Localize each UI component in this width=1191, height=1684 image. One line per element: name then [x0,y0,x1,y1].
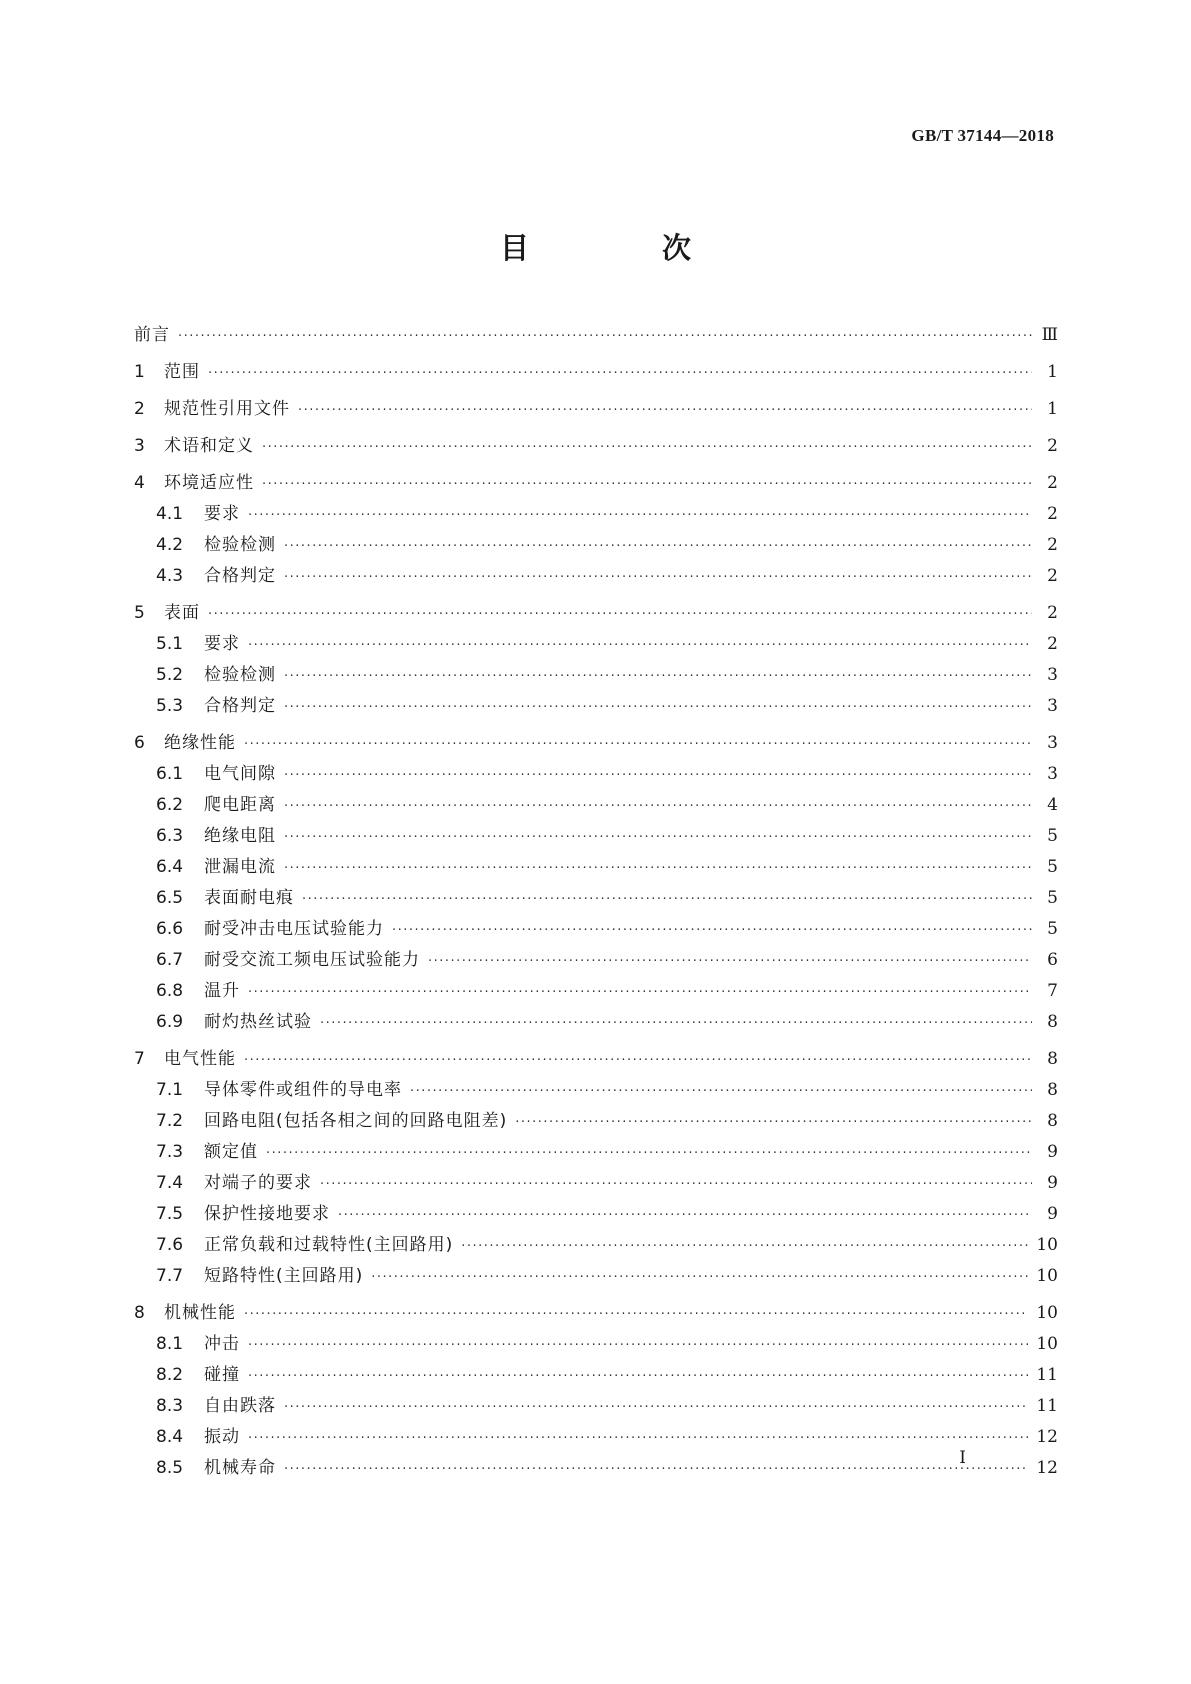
toc-dot-leader [284,791,1032,822]
toc-dot-leader [248,1330,1028,1361]
toc-entry-page: 11 [1036,1365,1058,1385]
toc-entry-page: 3 [1047,665,1058,685]
toc-entry[interactable] [134,320,1058,351]
toc-entry-label: 要求 [204,634,240,654]
toc-entry[interactable] [134,598,1058,629]
toc-entry-label: 绝缘电阻 [204,826,276,846]
toc-entry[interactable] [134,660,1058,691]
toc-entry-label: 表面 [164,603,200,623]
toc-entry[interactable] [134,357,1058,388]
toc-entry-label: 范围 [164,362,200,382]
toc-dot-leader [208,358,1032,389]
toc-entry-label: 耐受冲击电压试验能力 [204,919,384,939]
toc-dot-leader [410,1076,1032,1107]
toc-entry-page: 8 [1047,1111,1058,1131]
toc-entry-page: 12 [1036,1427,1058,1447]
toc-entry-number: 6.2 [156,795,184,815]
toc-entry[interactable] [134,1199,1058,1230]
toc-dot-leader [392,915,1032,946]
toc-entry[interactable] [134,468,1058,499]
toc-entry-label: 术语和定义 [164,436,254,456]
toc-entry-number: 7 [134,1049,145,1069]
toc-dot-leader [320,1169,1032,1200]
toc-dot-leader [248,1423,1028,1454]
toc-entry-number: 6.4 [156,857,184,877]
toc-dot-leader [338,1200,1032,1231]
toc-entry[interactable] [134,629,1058,660]
toc-dot-leader [244,1299,1028,1330]
toc-entry-number: 6.9 [156,1012,184,1032]
toc-entry[interactable] [134,1075,1058,1106]
toc-dot-leader [371,1262,1028,1293]
toc-entry-number: 7.3 [156,1142,184,1162]
toc-entry-number: 6.7 [156,950,184,970]
toc-entry[interactable] [134,1298,1058,1329]
toc-entry-label: 合格判定 [204,696,276,716]
toc-dot-leader [262,469,1032,500]
toc-entry[interactable] [134,914,1058,945]
toc-entry-number: 3 [134,436,145,456]
toc-entry[interactable] [134,1230,1058,1261]
toc-entry-number: 4.1 [156,504,184,524]
toc-entry-label: 冲击 [204,1334,240,1354]
toc-entry-number: 8.1 [156,1334,184,1354]
toc-entry-number: 1 [134,362,145,382]
toc-entry-label: 正常负载和过载特性(主回路用) [204,1235,454,1255]
toc-entry-label: 前言 [134,325,170,345]
toc-entry-number: 7.6 [156,1235,184,1255]
toc-entry[interactable] [134,759,1058,790]
toc-dot-leader [284,1454,1028,1485]
toc-entry-page: 5 [1047,826,1058,846]
toc-entry-page: 10 [1036,1334,1058,1354]
toc-entry-page: 5 [1047,857,1058,877]
toc-entry-number: 6 [134,733,145,753]
toc-dot-leader [284,562,1032,593]
toc-entry[interactable] [134,852,1058,883]
toc-entry[interactable] [134,883,1058,914]
toc-entry[interactable] [134,1261,1058,1292]
toc-entry-label: 要求 [204,504,240,524]
toc-entry-number: 8.5 [156,1458,184,1478]
toc-entry[interactable] [134,1106,1058,1137]
toc-entry-label: 保护性接地要求 [204,1204,330,1224]
toc-entry-page: 2 [1047,535,1058,555]
toc-dot-leader [428,946,1032,977]
toc-entry-number: 5.1 [156,634,184,654]
toc-entry-label: 合格判定 [204,566,276,586]
footer-page-number: I [959,1448,966,1468]
toc-entry[interactable] [134,1044,1058,1075]
toc-entry-label: 耐受交流工频电压试验能力 [204,950,420,970]
toc-dot-leader [284,531,1032,562]
toc-entry-page: 11 [1036,1396,1058,1416]
toc-entry-label: 对端子的要求 [204,1173,312,1193]
toc-entry-page: 7 [1047,981,1058,1001]
toc-entry-page: 3 [1047,696,1058,716]
toc-entry[interactable] [134,1360,1058,1391]
toc-entry-label: 表面耐电痕 [204,888,294,908]
toc-dot-leader [302,884,1032,915]
toc-entry-label: 机械性能 [164,1303,236,1323]
toc-entry[interactable] [134,394,1058,425]
toc-dot-leader [244,1045,1032,1076]
toc-entry-label: 温升 [204,981,240,1001]
toc-entry[interactable] [134,431,1058,462]
toc-entry-page: 10 [1036,1303,1058,1323]
toc-entry-page: 8 [1047,1012,1058,1032]
toc-dot-leader [262,432,1032,463]
toc-entry-number: 5 [134,603,145,623]
toc-entry-page: 9 [1047,1173,1058,1193]
toc-dot-leader [284,760,1032,791]
toc-entry-label: 电气间隙 [204,764,276,784]
toc-entry[interactable] [134,1007,1058,1038]
toc-entry-page: 10 [1036,1235,1058,1255]
toc-entry-number: 8.2 [156,1365,184,1385]
toc-entry[interactable] [134,1422,1058,1453]
toc-entry-label: 检验检测 [204,535,276,555]
toc-entry-page: 6 [1047,950,1058,970]
toc-entry[interactable] [134,1168,1058,1199]
toc-entry[interactable] [134,561,1058,592]
toc-entry-label: 自由跌落 [204,1396,276,1416]
toc-entry-number: 8.4 [156,1427,184,1447]
toc-entry-label: 绝缘性能 [164,733,236,753]
toc-entry-page: 9 [1047,1142,1058,1162]
toc-entry-page: 1 [1047,399,1058,419]
toc-entry-page: 2 [1047,436,1058,456]
toc-entry-number: 7.7 [156,1266,184,1286]
toc-entry-label: 振动 [204,1427,240,1447]
toc-entry-number: 2 [134,399,145,419]
toc-entry-page: 10 [1036,1266,1058,1286]
toc-entry-label: 检验检测 [204,665,276,685]
toc-entry-page: 4 [1047,795,1058,815]
toc-entry-number: 6.3 [156,826,184,846]
toc-entry[interactable] [134,499,1058,530]
toc-entry-number: 4.2 [156,535,184,555]
toc-dot-leader [515,1107,1032,1138]
toc-entry-number: 5.3 [156,696,184,716]
toc-dot-leader [284,661,1032,692]
toc-entry[interactable] [134,1453,1058,1484]
toc-entry-label: 额定值 [204,1142,258,1162]
toc-entry-page: 2 [1047,504,1058,524]
toc-dot-leader [248,630,1032,661]
toc-dot-leader [284,822,1032,853]
toc-entry[interactable] [134,1137,1058,1168]
toc-entry[interactable] [134,691,1058,722]
toc-entry-number: 5.2 [156,665,184,685]
toc-entry[interactable] [134,976,1058,1007]
toc-entry-page: 3 [1047,764,1058,784]
toc-dot-leader [284,853,1032,884]
page-title: 目 次 [499,231,743,265]
toc-entry-label: 规范性引用文件 [164,399,290,419]
toc-entry-label: 回路电阻(包括各相之间的回路电阻差) [204,1111,508,1131]
toc-dot-leader [248,977,1032,1008]
toc-entry-number: 7.2 [156,1111,184,1131]
toc-entry-page: 8 [1047,1080,1058,1100]
toc-entry-page: 5 [1047,919,1058,939]
toc-entry-page: 3 [1047,733,1058,753]
toc-entry-label: 电气性能 [164,1049,236,1069]
toc-entry[interactable] [134,1391,1058,1422]
toc-dot-leader [208,599,1032,630]
toc-entry-page: 8 [1047,1049,1058,1069]
toc-entry-label: 泄漏电流 [204,857,276,877]
toc-entry-number: 7.4 [156,1173,184,1193]
toc-dot-leader [244,729,1032,760]
toc-dot-leader [284,1392,1028,1423]
toc-entry-label: 机械寿命 [204,1458,276,1478]
toc-entry[interactable] [134,821,1058,852]
toc-entry-label: 耐灼热丝试验 [204,1012,312,1032]
toc-entry-number: 6.8 [156,981,184,1001]
toc-entry-number: 6.6 [156,919,184,939]
toc-entry-page: 2 [1047,566,1058,586]
toc-entry-number: 4.3 [156,566,184,586]
table-of-contents [134,320,1058,1484]
toc-dot-leader [248,1361,1028,1392]
toc-entry-number: 8 [134,1303,145,1323]
toc-entry-page: 2 [1047,473,1058,493]
toc-entry-number: 7.5 [156,1204,184,1224]
toc-entry-number: 4 [134,473,145,493]
toc-dot-leader [298,395,1032,426]
toc-entry-page: 12 [1036,1458,1058,1478]
toc-entry-number: 6.1 [156,764,184,784]
toc-entry-page: 9 [1047,1204,1058,1224]
toc-dot-leader [178,321,1032,352]
toc-entry-number: 6.5 [156,888,184,908]
toc-dot-leader [284,692,1032,723]
toc-entry-label: 环境适应性 [164,473,254,493]
toc-entry-page: 2 [1047,603,1058,623]
toc-entry-label: 爬电距离 [204,795,276,815]
toc-dot-leader [266,1138,1032,1169]
toc-entry[interactable] [134,790,1058,821]
toc-entry-label: 碰撞 [204,1365,240,1385]
toc-dot-leader [320,1008,1032,1039]
toc-entry-number: 8.3 [156,1396,184,1416]
standard-code: GB/T 37144—2018 [911,126,1054,145]
toc-entry[interactable] [134,530,1058,561]
toc-entry-page: 1 [1047,362,1058,382]
toc-entry-page: 5 [1047,888,1058,908]
toc-dot-leader [248,500,1032,531]
toc-entry-label: 短路特性(主回路用) [204,1266,364,1286]
toc-entry[interactable] [134,728,1058,759]
toc-entry[interactable] [134,945,1058,976]
toc-dot-leader [461,1231,1028,1262]
toc-entry-number: 7.1 [156,1080,184,1100]
toc-entry-page: Ⅲ [1041,325,1058,345]
toc-entry[interactable] [134,1329,1058,1360]
toc-entry-label: 导体零件或组件的导电率 [204,1080,402,1100]
toc-entry-page: 2 [1047,634,1058,654]
